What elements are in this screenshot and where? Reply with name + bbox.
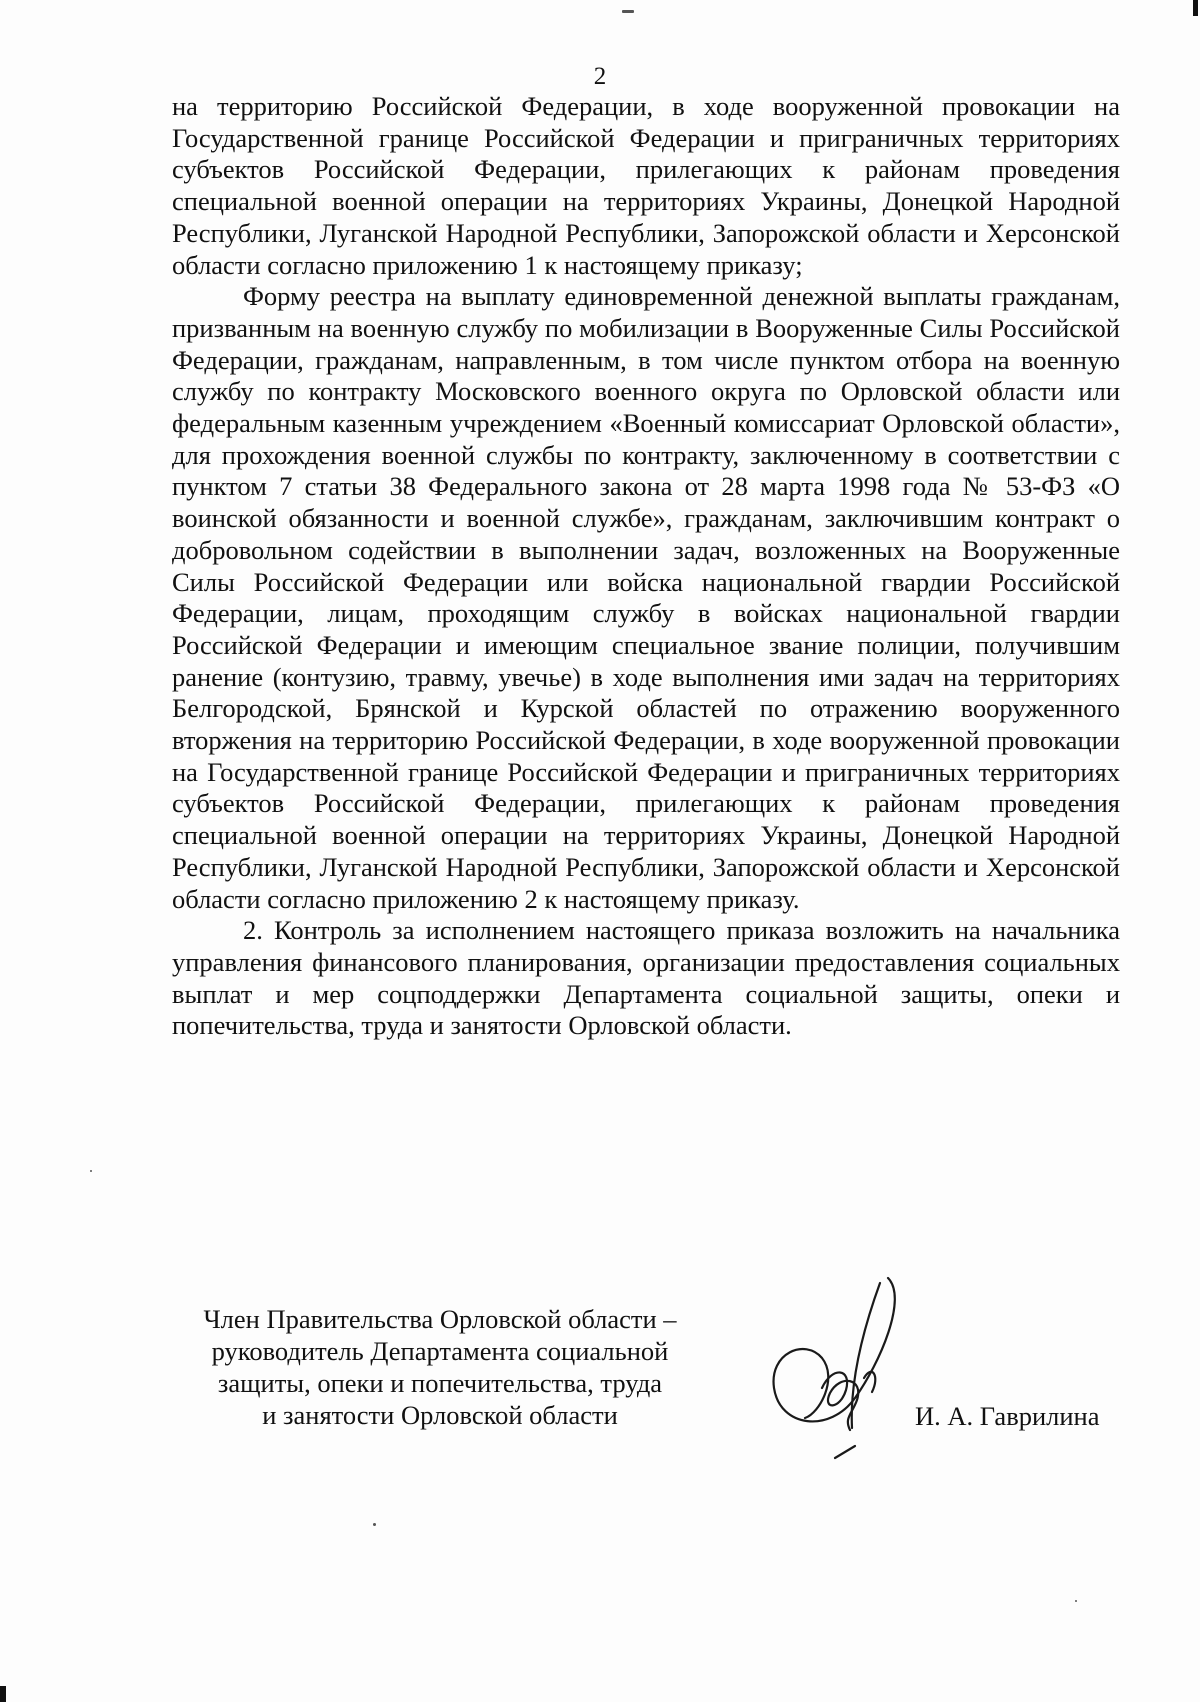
page-number: 2 xyxy=(593,63,607,90)
paragraph-registry-form: Форму реестра на выплату единовременной денежной выплаты гражданам, призванным на военную службу по мобилизации в Вооруженные Силы Российской Федерации, гражданам, направленным, в том числе пунктом отбора на военную службу по контракту Московского военного округа по Орловской области или федеральным казенным учреждением «Военный комиссариат Орловской области», для прохождения военной службы по контракту, заключенному в соответствии с пунктом 7 статьи 38 Федерального закона от 28 марта 1998 года № 53-ФЗ «О воинской обязанности и военной службе», гражданам, заключившим контракт о добровольном содействии в выполнении задач, возложенных на Вооруженные Силы Российской Федерации или войска национальной гвардии Российской Федерации, лицам, проходящим службу в войсках национальной гвардии Российской Федерации и имеющим специальное звание полиции, получившим ранение (контузию, травму, увечье) в ходе выполнения ими задач на территориях Белгородской, Брянской и Курской областей по отражению вооруженного вторжения на территорию Российской Федерации, в ходе вооруженной провокации на Государственной границе Российской Федерации и приграничных территориях субъектов Российской Федерации, прилегающих к районам проведения специальной военной операции на территориях Украины, Донецкой Народной Республики, Луганской Народной Республики, Запорожской области и Херсонской области согласно приложению 2 к настоящему приказу. xyxy=(172,281,1120,914)
scan-speck xyxy=(373,1523,376,1526)
signatory-title xyxy=(150,1303,730,1431)
scan-speck xyxy=(622,10,634,13)
signatory-title-line: и занятости Орловской области xyxy=(262,1400,618,1430)
paragraph-control: 2. Контроль за исполнением настоящего приказа возложить на начальника управления финансового планирования, организации предоставления социальных выплат и мер соцподдержки Департамента социальной защиты, опеки и попечительства, труда и занятости Орловской области. xyxy=(172,915,1120,1041)
scan-edge-mark xyxy=(0,1686,6,1702)
signatory-title-line: Член Правительства Орловской области – xyxy=(203,1304,677,1334)
signatory-title-line: защиты, опеки и попечительства, труда xyxy=(217,1368,663,1398)
document-body xyxy=(172,91,1120,1042)
handwritten-signature-icon xyxy=(760,1268,930,1478)
scan-speck xyxy=(1075,1600,1077,1602)
signatory-name: И. А. Гаврилина xyxy=(915,1401,1100,1431)
signatory-title-line: руководитель Департамента социальной xyxy=(211,1336,669,1366)
scan-edge-mark xyxy=(1193,0,1198,16)
scan-speck xyxy=(90,1170,92,1172)
paragraph-continuation: на территорию Российской Федерации, в ходе вооруженной провокации на Государственной границе Российской Федерации и приграничных территориях субъектов Российской Федерации, прилегающих к районам проведения специальной военной операции на территориях Украины, Донецкой Народной Республики, Луганской Народной Республики, Запорожской области и Херсонской области согласно приложению 1 к настоящему приказу; xyxy=(172,91,1120,280)
